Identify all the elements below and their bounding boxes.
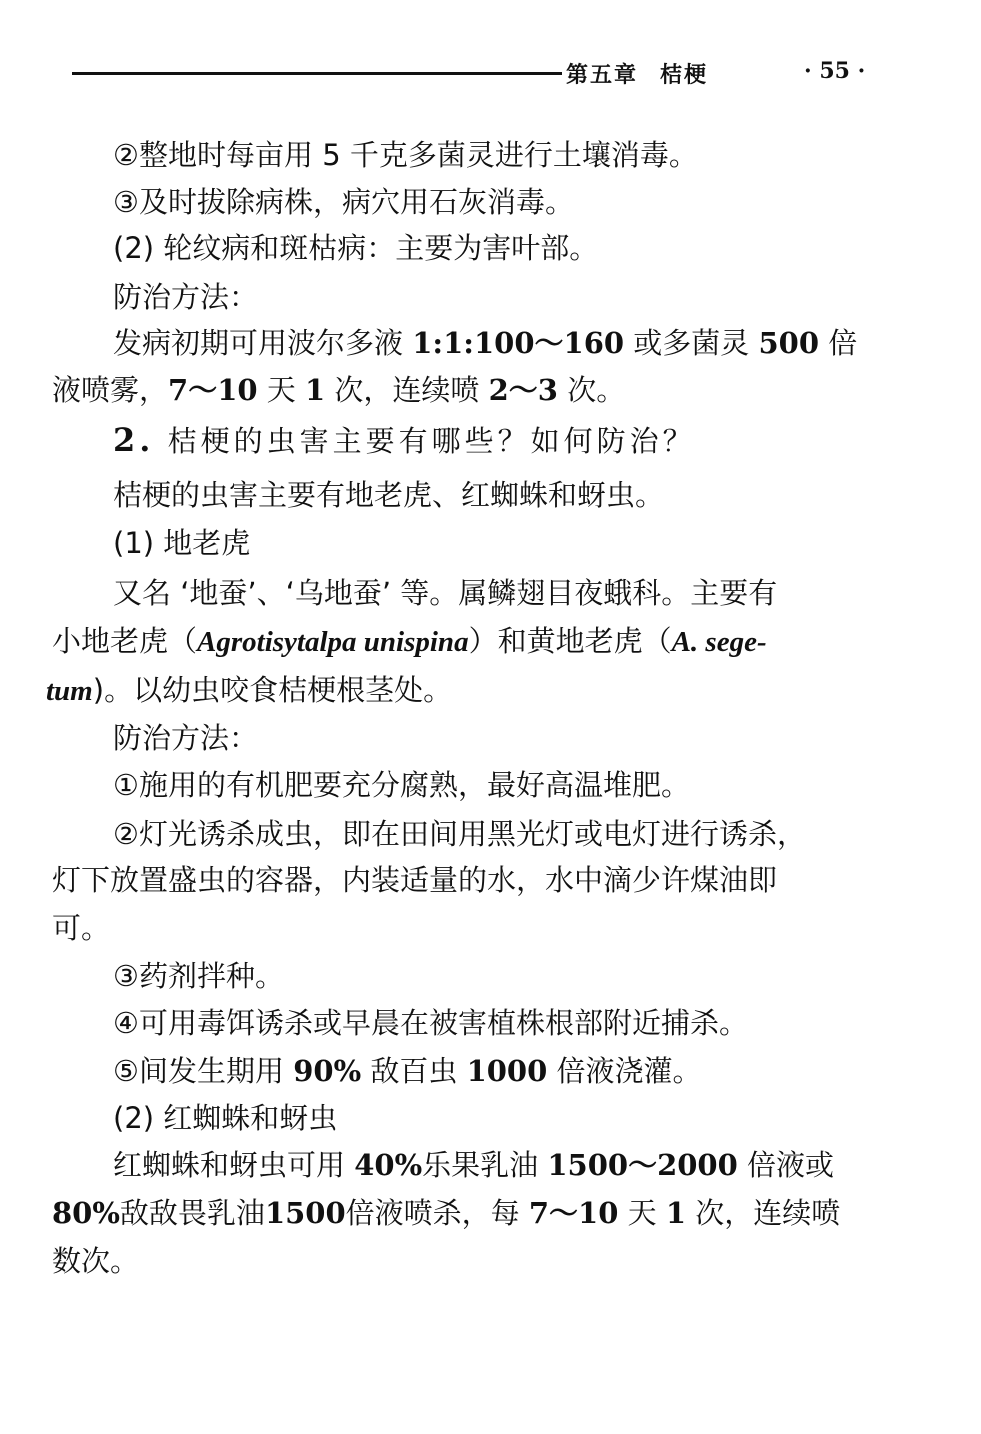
text-run: )。以幼虫咬食桔梗根茎处。: [92, 673, 453, 707]
number-run: 7～10: [528, 1196, 619, 1230]
paragraph-line: ②灯光诱杀成虫，即在田间用黑光灯或电灯进行诱杀，: [113, 817, 806, 851]
number-run: 2～3: [488, 373, 558, 407]
latin-name: tum: [46, 675, 93, 707]
number-run: 1: [305, 373, 326, 407]
text-run: 液喷雾，: [52, 373, 169, 407]
text-run: 倍液或: [737, 1148, 835, 1182]
text-run: 倍液喷杀，每: [345, 1196, 529, 1230]
paragraph-line: ③药剂拌种。: [113, 959, 284, 993]
text-run: 次。: [557, 373, 626, 407]
text-run: 天: [257, 373, 305, 407]
paragraph-line: ②整地时每亩用 5 千克多菌灵进行土壤消毒。: [113, 138, 698, 172]
number-run: 1: [665, 1196, 687, 1230]
subheading: (1) 地老虎: [113, 526, 251, 560]
text-run: 天: [618, 1196, 666, 1230]
text-run: ）和黄地老虎（: [468, 624, 672, 658]
chapter-number: 第五章: [566, 62, 639, 88]
text-run: 倍: [819, 326, 858, 360]
number-run: 90%: [293, 1054, 362, 1088]
text-run: 敌百虫: [361, 1054, 467, 1088]
latin-name: Agrotisytalpa unispina: [197, 626, 469, 658]
running-header: [72, 58, 866, 92]
paragraph-line: 桔梗的虫害主要有地老虎、红蜘蛛和蚜虫。: [113, 478, 665, 512]
paragraph-line: [52, 372, 625, 408]
question-text: 桔梗的虫害主要有哪些？如何防治？: [154, 424, 696, 458]
text-run: 倍液浇灌。: [547, 1054, 702, 1088]
text-run: 敌敌畏乳油: [119, 1196, 265, 1230]
paragraph-line: 防治方法：: [113, 721, 259, 755]
chapter-heading: [566, 58, 708, 89]
question-number: 2.: [113, 421, 155, 459]
number-run: 40%: [354, 1148, 423, 1182]
number-run: 1500: [264, 1196, 346, 1230]
text-run: 乐果乳油: [422, 1148, 548, 1182]
paragraph-line: [113, 325, 857, 361]
paragraph-line: [52, 623, 767, 660]
text-run: 次，连续喷: [686, 1196, 841, 1230]
paragraph-line: 灯下放置盛虫的容器，内装适量的水，水中滴少许煤油即: [52, 863, 778, 897]
subheading: (2) 红蜘蛛和蚜虫: [113, 1101, 338, 1135]
paragraph-line: 可。: [52, 911, 111, 945]
paragraph-line: 数次。: [52, 1244, 140, 1278]
question-heading: [113, 422, 696, 459]
paragraph-line: [113, 1053, 702, 1089]
number-run: 1000: [466, 1054, 548, 1088]
paragraph-line: 防治方法：: [113, 280, 259, 314]
text-run: 发病初期可用波尔多液: [113, 326, 413, 360]
paragraph-line: ①施用的有机肥要充分腐熟，最好高温堆肥。: [113, 768, 690, 802]
page-number: · 55 ·: [804, 58, 866, 84]
paragraph-line: ③及时拔除病株，病穴用石灰消毒。: [113, 185, 574, 219]
text-run: ⑤间发生期用: [113, 1054, 294, 1088]
number-run: 1:1:100～160: [412, 326, 625, 360]
text-run: 小地老虎（: [52, 624, 198, 658]
chapter-title: 桔梗: [660, 62, 709, 88]
number-run: 7～10: [168, 373, 258, 407]
number-run: 1500～2000: [547, 1148, 738, 1182]
latin-name: A. sege-: [671, 626, 767, 658]
text-run: 红蜘蛛和蚜虫可用: [113, 1148, 355, 1182]
subheading: (2) 轮纹病和斑枯病：主要为害叶部。: [113, 231, 599, 265]
number-run: 500: [758, 326, 820, 360]
paragraph-line: [52, 1195, 840, 1231]
header-rule: [72, 72, 562, 75]
number-run: 80%: [52, 1196, 120, 1230]
paragraph-line: [113, 1147, 834, 1183]
text-run: 次，连续喷: [325, 373, 489, 407]
text-run: 或多菌灵: [624, 326, 759, 360]
paragraph-line: 又名 ‘地蚕’、‘乌地蚕’ 等。属鳞翅目夜蛾科。主要有: [113, 576, 778, 610]
paragraph-line: [46, 672, 452, 709]
paragraph-line: ④可用毒饵诱杀或早晨在被害植株根部附近捕杀。: [113, 1006, 748, 1040]
